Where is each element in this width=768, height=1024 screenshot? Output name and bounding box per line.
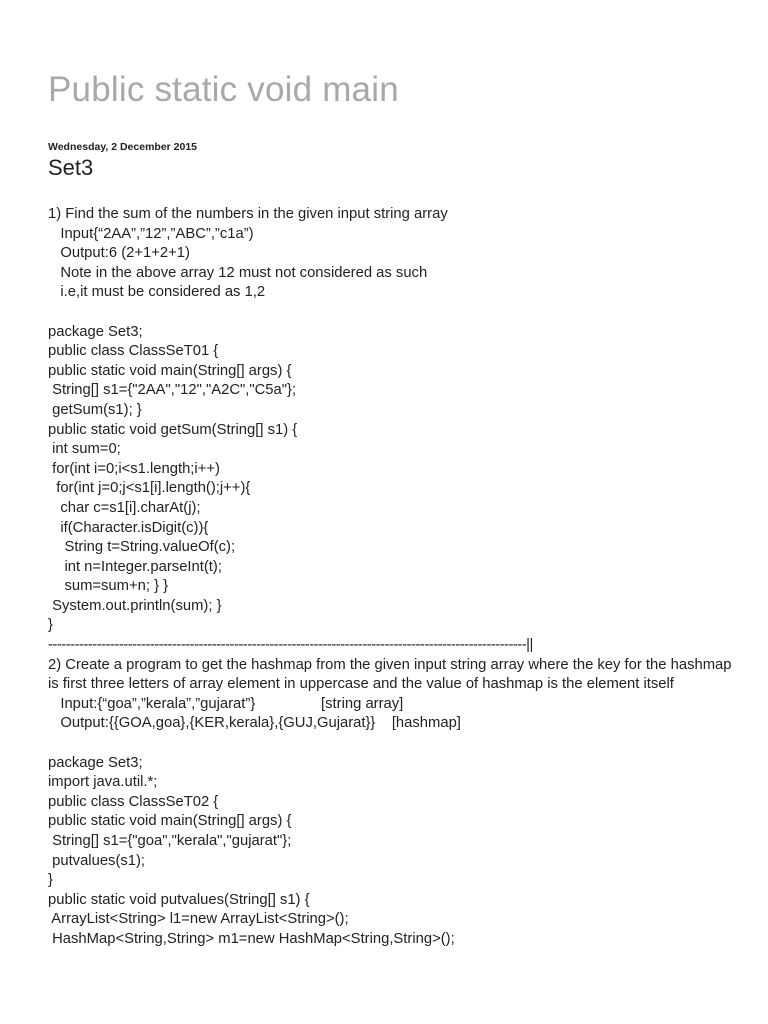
blank-line	[48, 734, 738, 754]
code-line: public static void getSum(String[] s1) {	[48, 421, 298, 438]
code-line: int sum=0;	[48, 441, 121, 458]
code-line: int n=Integer.parseInt(t);	[48, 558, 222, 575]
code-line: getSum(s1); }	[48, 401, 142, 418]
code-line: ArrayList<String> l1=new ArrayList<String>();	[48, 911, 349, 928]
code-line: }	[48, 872, 53, 889]
text-line: 1) Find the sum of the numbers in the given input string array	[48, 206, 448, 222]
text-line: 2) Create a program to get the hashmap from the given input string array where the key for the hashmap	[48, 656, 732, 673]
post-date: Wednesday, 2 December 2015	[48, 141, 198, 153]
text-line: Note in the above array 12 must not considered as such	[48, 264, 428, 281]
section-divider	[48, 636, 738, 656]
post-title[interactable]: Set3	[48, 155, 94, 180]
code-line: }	[48, 617, 53, 634]
text-line: i.e,it must be considered as 1,2	[48, 284, 266, 301]
text-line: Output:6 (2+1+2+1)	[48, 245, 190, 262]
post-body	[48, 205, 738, 950]
code-line: package Set3;	[48, 323, 143, 340]
code-line: for(int i=0;i<s1.length;i++)	[48, 460, 220, 477]
code-line: putvalues(s1);	[48, 852, 146, 869]
code-line: import java.util.*;	[48, 774, 158, 791]
code-line: System.out.println(sum); }	[48, 597, 222, 614]
code-line: String t=String.valueOf(c);	[48, 539, 236, 556]
code-line: String[] s1={"2AA","12","A2C","C5a"};	[48, 382, 297, 399]
code-line: public class ClassSeT01 {	[48, 343, 219, 360]
code-line: package Set3;	[48, 754, 143, 771]
text-line: Input:{“goa”,”kerala”,”gujarat”} [string array]	[48, 695, 404, 712]
code-line: for(int j=0;j<s1[i].length();j++){	[48, 480, 251, 497]
code-line: public static void main(String[] args) {	[48, 362, 292, 379]
code-line: public static void putvalues(String[] s1) {	[48, 891, 310, 908]
text-line: Output:{{GOA,goa},{KER,kerala},{GUJ,Gujarat}} [hashmap]	[48, 715, 461, 732]
code-line: if(Character.isDigit(c)){	[48, 519, 209, 536]
blog-title[interactable]: Public static void main	[48, 70, 399, 109]
code-line: char c=s1[i].charAt(j);	[48, 499, 201, 516]
code-line: public static void main(String[] args) {	[48, 813, 292, 830]
code-line: public class ClassSeT02 {	[48, 793, 219, 810]
code-line: String[] s1={"goa","kerala","gujarat"};	[48, 833, 292, 849]
blank-line	[48, 303, 738, 323]
divider-text: ------------------------------------------------------------------------------------------------------------||	[48, 637, 533, 654]
text-line: is first three letters of array element in uppercase and the value of hashmap is the element itself	[48, 676, 674, 693]
code-line: sum=sum+n; } }	[48, 578, 169, 595]
code-line: HashMap<String,String> m1=new HashMap<String,String>();	[48, 930, 455, 947]
text-line: Input{“2AA”,”12”,”ABC”,”c1a”)	[48, 225, 254, 242]
